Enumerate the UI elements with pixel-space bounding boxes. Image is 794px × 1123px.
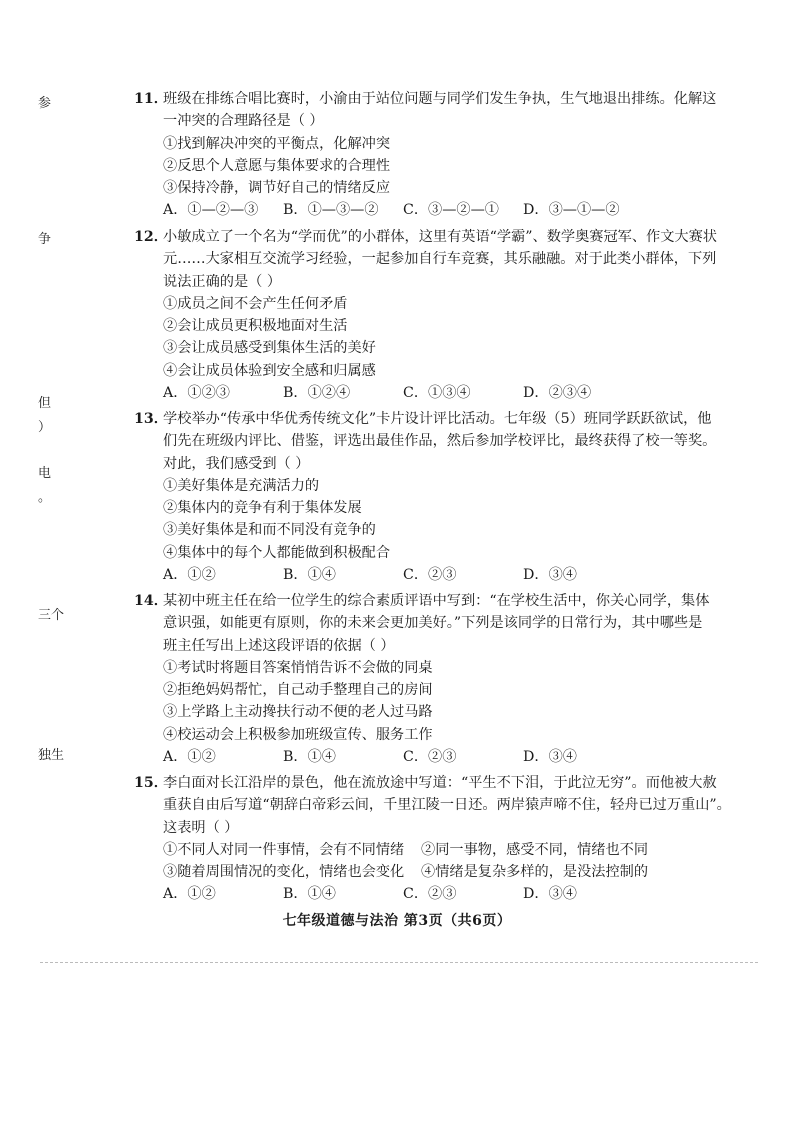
- option-a[interactable]: A．①—②—③: [163, 202, 259, 219]
- statement: ①成员之间不会产生任何矛盾: [163, 295, 348, 312]
- options-row: [163, 746, 711, 768]
- statement: ④情绪是复杂多样的，是没法控制的: [421, 864, 649, 881]
- option-d[interactable]: D．③④: [523, 886, 577, 903]
- options-row: [163, 382, 711, 404]
- margin-fragment: 争: [38, 232, 52, 247]
- option-b[interactable]: B．①④: [283, 567, 336, 584]
- question-stem-line: 小敏成立了一个名为“学而优”的小群体，这里有英语“学霸”、数学奥赛冠军、作文大赛状: [163, 229, 717, 245]
- question-number: 14．: [134, 593, 168, 609]
- option-b[interactable]: B．①—③—②: [283, 202, 379, 219]
- statement: ②集体内的竞争有利于集体发展: [163, 500, 362, 517]
- statement: ④校运动会上积极参加班级宣传、服务工作: [163, 726, 433, 743]
- option-b[interactable]: B．①②④: [283, 385, 351, 402]
- question-stem-line: 重获自由后写道“朝辞白帝彩云间，千里江陵一日还。两岸猿声啼不住，轻舟已过万重山”。: [163, 797, 731, 814]
- option-c[interactable]: C．②③: [403, 567, 457, 584]
- option-c[interactable]: C．②③: [403, 886, 457, 903]
- statement: ③会让成员感受到集体生活的美好: [163, 340, 376, 357]
- statement: ②拒绝妈妈帮忙，自己动手整理自己的房间: [163, 682, 433, 699]
- statement: ③随着周围情况的变化，情绪也会变化: [163, 864, 405, 881]
- option-a[interactable]: A．①②: [163, 749, 216, 766]
- question-number: 15．: [134, 775, 168, 791]
- statement: ①找到解决冲突的平衡点，化解冲突: [163, 135, 391, 152]
- question-number: 11．: [134, 91, 168, 107]
- option-d[interactable]: D．②③④: [523, 385, 592, 402]
- question-number: 12．: [134, 229, 168, 245]
- question-stem-line: 班主任写出上述这段评语的依据（ ）: [163, 637, 395, 654]
- margin-fragment: 。: [38, 490, 52, 505]
- page-footer: 七年级道德与法治 第3页（共6页）: [282, 913, 512, 929]
- question-stem-line: 班级在排练合唱比赛时，小渝由于站位问题与同学们发生争执，生气地退出排练。化解这: [163, 91, 717, 107]
- option-a[interactable]: A．①②③: [163, 385, 230, 402]
- option-d[interactable]: D．③④: [523, 749, 577, 766]
- option-c[interactable]: C．①③④: [403, 385, 471, 402]
- options-row: [163, 883, 711, 905]
- margin-fragment: ）: [38, 420, 52, 435]
- question-stem-line: 某初中班主任在给一位学生的综合素质评语中写到：“在学校生活中，你关心同学，集体: [163, 593, 710, 609]
- question-stem-line: 说法正确的是（ ）: [163, 273, 282, 290]
- options-row: [163, 199, 711, 221]
- margin-fragment: 三个: [38, 608, 65, 623]
- option-b[interactable]: B．①④: [283, 886, 336, 903]
- margin-fragment: 但: [38, 396, 52, 411]
- statement: ②会让成员更积极地面对生活: [163, 318, 348, 335]
- question-stem-line: 李白面对长江沿岸的景色，他在流放途中写道：“平生不下泪，于此泣无穷”。而他被大赦: [163, 775, 717, 791]
- option-b[interactable]: B．①④: [283, 749, 336, 766]
- question-14: [134, 590, 711, 768]
- option-a[interactable]: A．①②: [163, 886, 216, 903]
- margin-fragment: 独生: [38, 748, 65, 763]
- question-stem-line: 对此，我们感受到（ ）: [163, 455, 310, 472]
- question-11: [134, 88, 717, 222]
- question-15: [134, 772, 731, 906]
- statement: ①考试时将题目答案悄悄告诉不会做的同桌: [163, 659, 433, 676]
- question-stem-line: 一冲突的合理路径是（ ）: [163, 113, 324, 130]
- margin-fragment: 参: [38, 96, 52, 111]
- option-c[interactable]: C．②③: [403, 749, 457, 766]
- statement: ②反思个人意愿与集体要求的合理性: [163, 157, 391, 174]
- question-12: [134, 226, 717, 404]
- margin-fragment: 电: [38, 466, 52, 481]
- question-stem-line: 意识强，如能更有原则，你的未来会更加美好。”下列是该同学的日常行为，其中哪些是: [163, 615, 703, 632]
- statement: ②同一事物，感受不同，情绪也不同: [421, 841, 649, 858]
- statement: ①不同人对同一件事情，会有不同情绪: [163, 841, 405, 858]
- statement: ③保持冷静，调节好自己的情绪反应: [163, 180, 391, 197]
- question-stem-line: 们先在班级内评比、借鉴，评选出最佳作品，然后参加学校评比，最终获得了校一等奖。: [163, 433, 717, 450]
- question-stem-line: 这表明（ ）: [163, 819, 239, 836]
- question-stem-line: 元……大家相互交流学习经验，一起参加自行车竞赛，其乐融融。对于此类小群体，下列: [163, 251, 717, 268]
- option-d[interactable]: D．③—①—②: [523, 202, 620, 219]
- statement: ③美好集体是和而不同没有竞争的: [163, 522, 376, 539]
- statement: ④会让成员体验到安全感和归属感: [163, 362, 376, 379]
- statement: ③上学路上主动搀扶行动不便的老人过马路: [163, 704, 433, 721]
- statement: ④集体中的每个人都能做到积极配合: [163, 544, 391, 561]
- statement-row: [163, 861, 711, 883]
- options-row: [163, 564, 711, 586]
- statement: ①美好集体是充满活力的: [163, 477, 320, 494]
- question-stem-line: 学校举办“传承中华优秀传统文化”卡片设计评比活动。七年级（5）班同学跃跃欲试，他: [163, 411, 712, 427]
- option-a[interactable]: A．①②: [163, 567, 216, 584]
- statement-row: [163, 839, 711, 861]
- option-c[interactable]: C．③—②—①: [403, 202, 499, 219]
- question-13: [134, 408, 717, 586]
- option-d[interactable]: D．③④: [523, 567, 577, 584]
- page-bottom-rule: [40, 962, 758, 963]
- question-number: 13．: [134, 411, 168, 427]
